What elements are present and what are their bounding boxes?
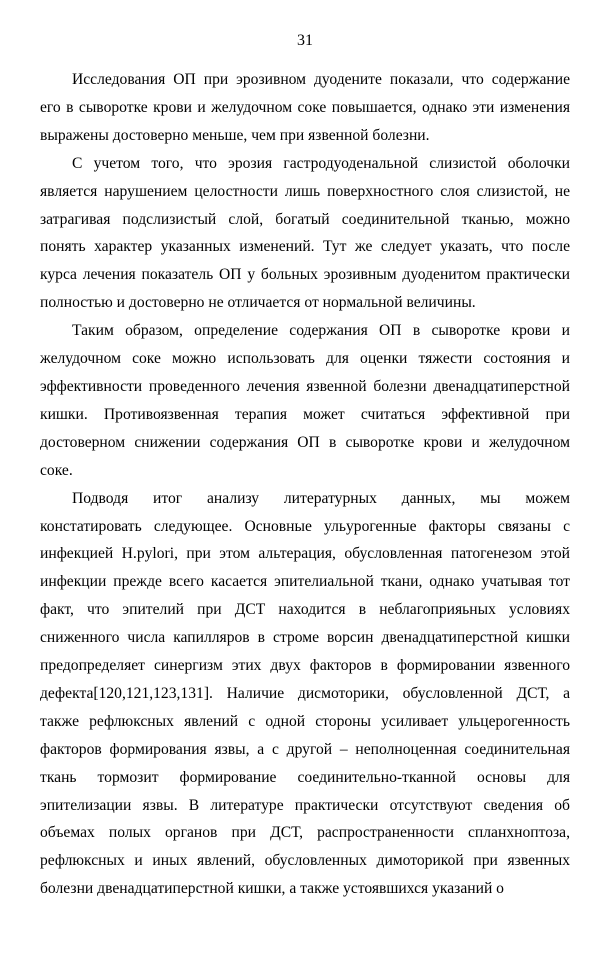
text-line: кишки. Противоязвенная терапия может считаться эффективной при bbox=[40, 405, 570, 423]
text-line: достоверном снижении содержания ОП в сыворотке крови и желудочном bbox=[40, 433, 570, 451]
text-line: выражены достоверно меньше, чем при язвенной болезни. bbox=[40, 126, 430, 144]
text-line: желудочном соке можно использовать для оценки тяжести состояния и bbox=[40, 350, 570, 368]
text-line: затрагивая подслизистый слой, богатый соединительной тканью, можно bbox=[40, 210, 570, 228]
text-line: предопределяет синергизм этих двух факторов в формировании язвенного bbox=[40, 657, 570, 675]
text-line: эпителизации язвы. В литературе практически отсутствуют сведения об bbox=[40, 796, 570, 814]
paragraph-1 bbox=[40, 66, 570, 150]
text-line: дефекта[120,121,123,131]. Наличие дисмоторики, обусловленной ДСТ, а bbox=[40, 684, 570, 702]
page-number: 31 bbox=[297, 32, 313, 49]
text-line: ткань тормозит формирование соединительно-тканной основы для bbox=[40, 768, 570, 786]
text-line: болезни двенадцатиперстной кишки, а также устоявшихся указаний о bbox=[40, 880, 504, 898]
text-line: Подводя итог анализу литературных данных, мы можем bbox=[72, 489, 570, 507]
text-line: соке. bbox=[40, 461, 73, 479]
text-line: понять характер указанных изменений. Тут же следует указать, что после bbox=[40, 238, 570, 256]
text-line: также рефлюксных явлений с одной стороны усиливает ульцерогенность bbox=[40, 712, 570, 730]
text-line: констатировать следующее. Основные ульурогенные факторы связаны с bbox=[40, 517, 570, 535]
text-line: рефлюксных и иных явлений, обусловленных димоторикой при язвенных bbox=[40, 852, 570, 870]
text-line: курса лечения показатель ОП у больных эрозивным дуоденитом практически bbox=[40, 266, 570, 284]
text-line: Исследования ОП при эрозивном дуодените показали, что содержание bbox=[72, 71, 570, 88]
text-line: С учетом того, что эрозия гастродуоденальной слизистой оболочки bbox=[72, 154, 570, 172]
text-line: Таким образом, определение содержания ОП в сыворотке крови и bbox=[72, 322, 570, 340]
text-line: сниженного числа капилляров в строме ворсин двенадцатиперстной кишки bbox=[40, 629, 570, 647]
paragraph-3 bbox=[40, 317, 570, 484]
text-line: инфекции прежде всего касается эпителиальной ткани, однако учатывая тот bbox=[40, 573, 570, 591]
text-line: является нарушением целостности лишь поверхностного слоя слизистой, не bbox=[40, 182, 570, 200]
text-line: инфекцией H.pylori, при этом альтерация, обусловленная патогенезом этой bbox=[40, 545, 570, 563]
text-line: факт, что эпителий при ДСТ находится в неблагоприяьных условиях bbox=[40, 601, 570, 619]
body-text bbox=[40, 66, 570, 903]
paragraph-2 bbox=[40, 150, 570, 317]
text-line: эффективности проведенного лечения язвенной болезни двенадцатиперстной bbox=[40, 377, 570, 395]
text-line: его в сыворотке крови и желудочном соке повышается, однако эти изменения bbox=[40, 98, 570, 116]
paragraph-4 bbox=[40, 485, 570, 904]
text-line: факторов формирования язвы, а с другой – неполноценная соединительная bbox=[40, 740, 570, 758]
text-line: полностью и достоверно не отличается от нормальной величины. bbox=[40, 294, 476, 312]
text-line: объемах полых органов при ДСТ, распространенности спланхноптоза, bbox=[40, 824, 570, 842]
